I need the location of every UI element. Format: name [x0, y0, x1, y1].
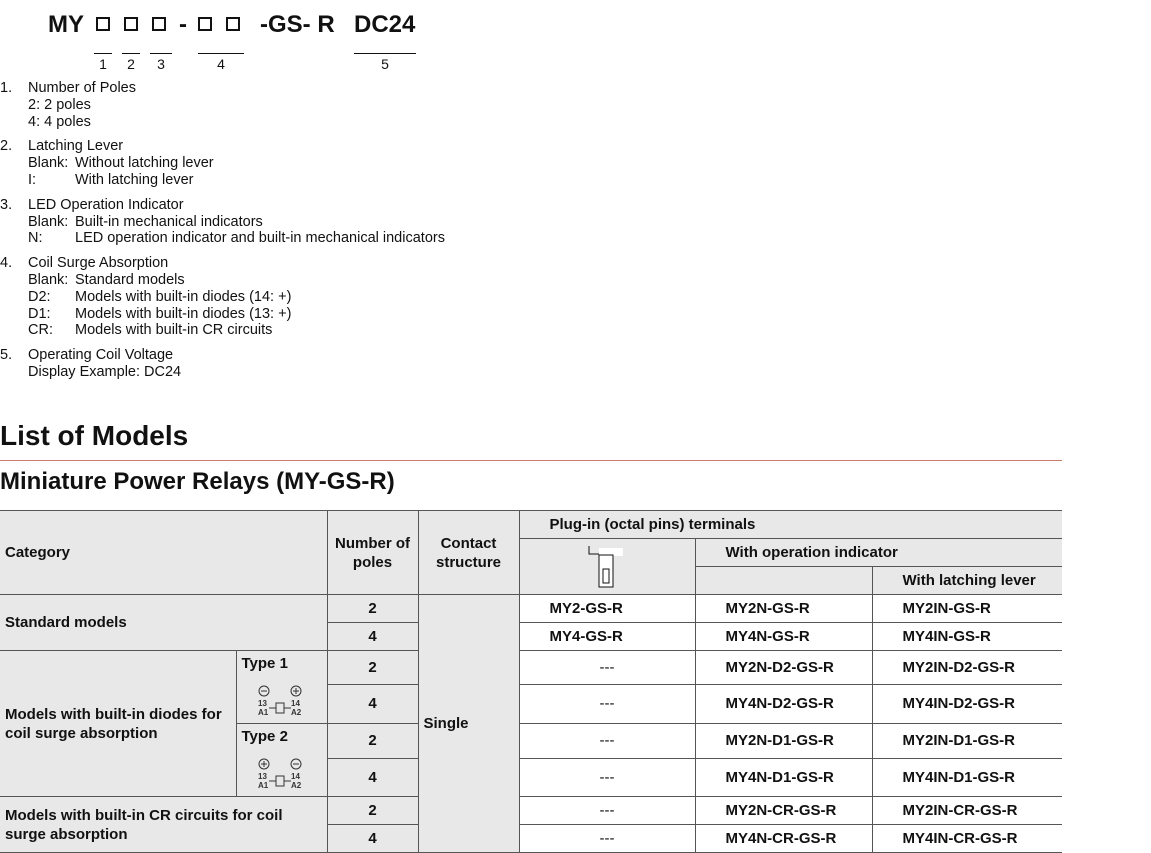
legend-option — [28, 272, 445, 289]
plugin-icon-cell — [519, 539, 695, 595]
legend-desc: Models with built-in diodes (13: +) — [75, 305, 292, 322]
diode-polarity-icon — [242, 685, 312, 719]
category-header: Category — [0, 511, 236, 595]
legend-option — [28, 172, 445, 189]
legend-key: Blank: — [28, 213, 69, 230]
model-cell: MY4N-D2-GS-R — [695, 685, 872, 724]
legend-key: Blank: — [28, 271, 69, 288]
model-code — [48, 10, 448, 72]
poles-cell: 2 — [327, 651, 418, 685]
model-cell: MY4IN-D1-GS-R — [872, 758, 1062, 797]
contact-header-label: Contact structure — [435, 534, 502, 571]
legend-index: 3. — [0, 196, 13, 213]
poles-cell: 2 — [327, 595, 418, 623]
legend-item-latching — [0, 138, 445, 188]
legend-desc: Models with built-in CR circuits — [75, 322, 273, 339]
pin-14: 14 — [290, 772, 300, 781]
poles-header — [327, 511, 418, 595]
code-label-5: 5 — [381, 56, 389, 72]
model-cell: MY2IN-D1-GS-R — [872, 723, 1062, 758]
code-underline-1 — [94, 53, 112, 54]
code-underline-4 — [198, 53, 244, 54]
legend-desc: With latching lever — [75, 171, 194, 188]
legend-title: LED Operation Indicator — [28, 196, 184, 213]
model-cell: --- — [519, 723, 695, 758]
legend-desc: Without latching lever — [75, 155, 214, 172]
legend-option — [28, 214, 445, 231]
with-lever-header: With latching lever — [872, 567, 1062, 595]
models-table-wrap — [0, 510, 1062, 853]
legend-key: D2: — [28, 288, 51, 305]
legend-title: Operating Coil Voltage — [28, 347, 174, 364]
poles-header-label: Number of poles — [335, 534, 410, 571]
category-diodes: Models with built-in diodes for coil surge absorption — [0, 651, 236, 797]
legend-title: Number of Poles — [28, 80, 136, 96]
legend-item-surge — [0, 255, 445, 339]
with-indicator-header: With operation indicator — [695, 539, 1062, 567]
legend-desc: Models with built-in diodes (14: +) — [75, 288, 292, 305]
legend-title: Latching Lever — [28, 138, 124, 155]
model-cell: MY2N-D1-GS-R — [695, 723, 872, 758]
legend-option — [28, 322, 445, 339]
legend-item-poles — [0, 80, 445, 130]
type-2-symbol — [236, 758, 327, 797]
code-dash: - — [179, 11, 187, 38]
model-cell: --- — [519, 825, 695, 853]
legend-option — [28, 230, 445, 247]
type-1-label: Type 1 — [236, 651, 327, 685]
model-cell: MY2IN-D2-GS-R — [872, 651, 1062, 685]
code-box-2 — [124, 17, 138, 31]
poles-cell: 2 — [327, 797, 418, 825]
code-label-1: 1 — [99, 56, 107, 72]
contact-header — [418, 511, 519, 595]
pin-a1: A1 — [257, 781, 268, 790]
code-underline-2 — [122, 53, 140, 54]
legend-index: 4. — [0, 255, 13, 272]
model-cell: MY2-GS-R — [519, 595, 695, 623]
models-table — [0, 510, 1062, 853]
list-of-models-heading: List of Models — [0, 420, 189, 451]
code-label-3: 3 — [157, 56, 165, 72]
code-underline-3 — [150, 53, 172, 54]
terminals-header: Plug-in (octal pins) terminals — [519, 511, 1062, 539]
legend-index: 2. — [0, 138, 13, 155]
heading-divider — [0, 460, 1062, 461]
indicator-subheader-empty — [695, 567, 872, 595]
pin-a2: A2 — [290, 781, 301, 790]
model-cell: MY2IN-GS-R — [872, 595, 1062, 623]
legend-option — [28, 289, 445, 306]
model-cell: --- — [519, 797, 695, 825]
pin-a1: A1 — [257, 707, 268, 717]
plug-in-relay-icon — [587, 545, 627, 589]
contact-single: Single — [418, 595, 519, 853]
legend-key: CR: — [28, 322, 53, 339]
diode-polarity-icon — [242, 758, 312, 792]
model-cell: MY2N-D2-GS-R — [695, 651, 872, 685]
model-cell: --- — [519, 685, 695, 724]
model-cell: MY4N-CR-GS-R — [695, 825, 872, 853]
legend-title: Coil Surge Absorption — [28, 255, 169, 272]
poles-cell: 2 — [327, 723, 418, 758]
model-cell: --- — [519, 758, 695, 797]
poles-cell: 4 — [327, 685, 418, 724]
legend-key: D1: — [28, 305, 51, 322]
legend-index: 1. — [0, 80, 13, 96]
model-cell: MY4IN-CR-GS-R — [872, 825, 1062, 853]
model-cell: MY4-GS-R — [519, 623, 695, 651]
category-standard: Standard models — [0, 595, 327, 651]
legend-option — [28, 306, 445, 323]
legend-desc: Standard models — [75, 271, 185, 288]
code-label-4: 4 — [217, 56, 225, 72]
legend-item-led — [0, 197, 445, 247]
code-box-3 — [152, 17, 166, 31]
legend-option — [28, 155, 445, 172]
pin-13: 13 — [257, 772, 267, 781]
code-prefix: MY — [48, 11, 84, 38]
code-suffix: -GS- R — [260, 11, 335, 38]
model-cell: MY4N-D1-GS-R — [695, 758, 872, 797]
code-label-2: 2 — [127, 56, 135, 72]
legend-key: N: — [28, 230, 43, 247]
code-underline-5 — [354, 53, 416, 54]
pin-14: 14 — [290, 698, 300, 708]
legend-key: I: — [28, 171, 37, 188]
model-cell: --- — [519, 651, 695, 685]
poles-cell: 4 — [327, 758, 418, 797]
legend-index: 5. — [0, 347, 13, 364]
legend-option: 2: 2 poles — [28, 96, 91, 113]
model-cell: MY4IN-GS-R — [872, 623, 1062, 651]
model-cell: MY2N-CR-GS-R — [695, 797, 872, 825]
legend-item-voltage — [0, 347, 445, 381]
pin-13: 13 — [257, 698, 267, 708]
model-cell: MY4IN-D2-GS-R — [872, 685, 1062, 724]
category-cr: Models with built-in CR circuits for coil surge absorption — [0, 797, 327, 853]
code-legend — [0, 80, 445, 389]
legend-key: Blank: — [28, 155, 69, 172]
model-cell: MY2IN-CR-GS-R — [872, 797, 1062, 825]
poles-cell: 4 — [327, 623, 418, 651]
legend-desc: LED operation indicator and built-in mechanical indicators — [75, 230, 445, 247]
category-header-filler — [236, 511, 327, 595]
legend-option: 4: 4 poles — [28, 113, 91, 130]
code-box-1 — [96, 17, 110, 31]
poles-cell: 4 — [327, 825, 418, 853]
type-1-symbol — [236, 685, 327, 724]
code-box-4a — [198, 17, 212, 31]
legend-option: Display Example: DC24 — [28, 363, 182, 380]
code-box-4b — [226, 17, 240, 31]
model-cell: MY2N-GS-R — [695, 595, 872, 623]
relay-series-heading: Miniature Power Relays (MY-GS-R) — [0, 468, 395, 495]
legend-desc: Built-in mechanical indicators — [75, 213, 263, 230]
type-2-label: Type 2 — [236, 723, 327, 758]
code-voltage: DC24 — [354, 11, 416, 38]
pin-a2: A2 — [290, 707, 301, 717]
model-cell: MY4N-GS-R — [695, 623, 872, 651]
